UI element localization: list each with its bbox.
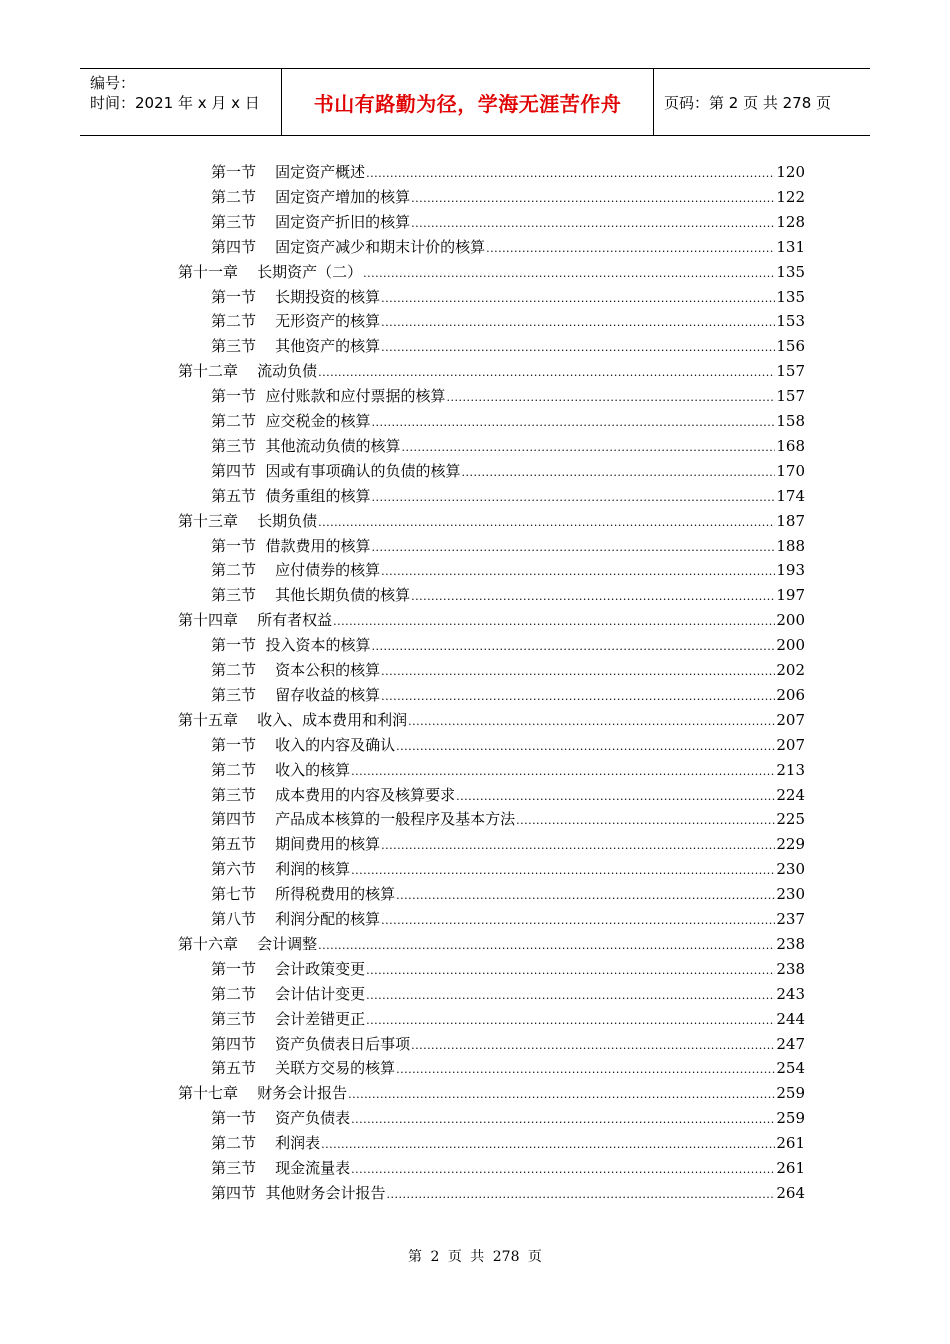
toc-entry-page: 170 <box>776 461 805 480</box>
toc-dot-leader <box>411 583 775 609</box>
toc-dot-leader <box>372 409 776 435</box>
toc-section-entry[interactable] <box>211 633 805 657</box>
toc-entry-title: 第五节 债务重组的核算 <box>211 486 371 505</box>
toc-section-entry[interactable] <box>211 409 805 433</box>
document-number-label: 编号： <box>90 74 136 92</box>
toc-entry-title: 第三节 成本费用的内容及核算要求 <box>211 785 456 804</box>
toc-entry-title: 第二节 应付债券的核算 <box>211 561 381 580</box>
toc-entry-title: 第一节 应付账款和应付票据的核算 <box>211 387 446 406</box>
toc-entry-title: 第十七章 财务会计报告 <box>178 1084 348 1103</box>
toc-section-entry[interactable] <box>211 235 805 259</box>
toc-entry-title: 第四节 产品成本核算的一般程序及基本方法 <box>211 810 516 829</box>
toc-dot-leader <box>366 160 775 186</box>
toc-section-entry[interactable] <box>211 484 805 508</box>
toc-dot-leader <box>351 857 775 883</box>
toc-section-entry[interactable] <box>211 1181 805 1205</box>
toc-entry-title: 第二节 固定资产增加的核算 <box>211 187 411 206</box>
toc-entry-title: 第八节 利润分配的核算 <box>211 910 381 928</box>
toc-dot-leader <box>381 334 775 360</box>
toc-dot-leader <box>333 608 775 634</box>
toc-dot-leader <box>381 558 775 584</box>
toc-entry-title: 第十三章 长期负债 <box>178 511 318 530</box>
toc-entry-page: 187 <box>776 511 805 530</box>
toc-entry-page: 202 <box>776 661 805 679</box>
toc-dot-leader <box>366 1007 775 1033</box>
toc-section-entry[interactable] <box>211 1007 805 1031</box>
toc-dot-leader <box>402 434 776 460</box>
toc-entry-page: 153 <box>776 312 805 331</box>
toc-section-entry[interactable] <box>211 459 805 483</box>
toc-entry-title: 第二节 资本公积的核算 <box>211 661 381 679</box>
toc-section-entry[interactable] <box>211 309 805 333</box>
toc-entry-page: 135 <box>776 262 805 281</box>
toc-entry-page: 207 <box>776 735 805 754</box>
toc-entry-title: 第三节 现金流量表 <box>211 1159 351 1177</box>
toc-entry-title: 第一节 固定资产概述 <box>211 163 366 181</box>
toc-entry-page: 131 <box>776 237 805 256</box>
toc-entry-title: 第三节 其他流动负债的核算 <box>211 436 401 455</box>
toc-entry-page: 259 <box>776 1109 805 1128</box>
toc-section-entry[interactable] <box>211 807 805 831</box>
toc-entry-page: 128 <box>776 212 805 231</box>
toc-entry-page: 156 <box>776 337 805 356</box>
toc-chapter-entry[interactable] <box>178 260 805 284</box>
toc-section-entry[interactable] <box>211 832 805 856</box>
toc-entry-page: 224 <box>776 785 805 804</box>
toc-dot-leader <box>351 1106 775 1132</box>
toc-entry-page: 261 <box>776 1159 805 1177</box>
toc-entry-title: 第五节 关联方交易的核算 <box>211 1059 396 1078</box>
toc-entry-page: 158 <box>776 412 805 430</box>
toc-entry-title: 第一节 资产负债表 <box>211 1109 351 1128</box>
toc-entry-page: 168 <box>776 436 805 455</box>
toc-dot-leader <box>387 1181 776 1207</box>
toc-section-entry[interactable] <box>211 1032 805 1056</box>
toc-entry-title: 第十一章 长期资产（二） <box>178 262 363 281</box>
toc-section-entry[interactable] <box>211 1056 805 1080</box>
toc-dot-leader <box>366 957 775 983</box>
toc-dot-leader <box>411 185 775 211</box>
toc-dot-leader <box>381 285 775 311</box>
toc-entry-title: 第二节 利润表 <box>211 1134 321 1153</box>
toc-section-entry[interactable] <box>211 384 805 408</box>
toc-entry-page: 200 <box>776 611 805 630</box>
toc-entry-page: 238 <box>776 934 805 953</box>
toc-section-entry[interactable] <box>211 434 805 458</box>
toc-dot-leader <box>348 1081 775 1107</box>
toc-section-entry[interactable] <box>211 583 805 607</box>
toc-section-entry[interactable] <box>211 558 805 582</box>
toc-dot-leader <box>366 982 775 1008</box>
toc-entry-page: 259 <box>776 1084 805 1103</box>
toc-entry-page: 244 <box>776 1009 805 1028</box>
toc-entry-page: 206 <box>776 685 805 704</box>
toc-chapter-entry[interactable] <box>178 509 805 533</box>
toc-entry-page: 230 <box>776 885 805 904</box>
toc-section-entry[interactable] <box>211 758 805 782</box>
toc-entry-title: 第一节 投入资本的核算 <box>211 636 371 655</box>
toc-dot-leader <box>372 534 776 560</box>
toc-entry-title: 第一节 会计政策变更 <box>211 959 366 978</box>
toc-entry-page: 261 <box>776 1134 805 1153</box>
toc-entry-page: 197 <box>776 586 805 605</box>
toc-entry-title: 第五节 期间费用的核算 <box>211 835 381 854</box>
toc-dot-leader <box>351 758 775 784</box>
toc-section-entry[interactable] <box>211 857 805 881</box>
toc-section-entry[interactable] <box>211 907 805 931</box>
toc-dot-leader <box>372 484 776 510</box>
toc-chapter-entry[interactable] <box>178 608 805 632</box>
document-date: 时间：2021 年 x 月 x 日 <box>90 94 260 112</box>
toc-entry-title: 第一节 收入的内容及确认 <box>211 735 396 754</box>
toc-entry-title: 第三节 其他资产的核算 <box>211 337 381 356</box>
toc-entry-title: 第四节 其他财务会计报告 <box>211 1183 386 1202</box>
toc-entry-title: 第十五章 收入、成本费用和利润 <box>178 710 408 729</box>
toc-chapter-entry[interactable] <box>178 708 805 732</box>
page-footer: 第 2 页 共 278 页 <box>408 1249 542 1265</box>
toc-dot-leader <box>381 683 775 709</box>
toc-section-entry[interactable] <box>211 957 805 981</box>
toc-dot-leader <box>486 235 775 261</box>
toc-entry-title: 第二节 收入的核算 <box>211 760 351 779</box>
toc-entry-page: 157 <box>776 362 805 381</box>
toc-dot-leader <box>408 708 775 734</box>
toc-section-entry[interactable] <box>211 882 805 906</box>
toc-chapter-entry[interactable] <box>178 359 805 383</box>
toc-dot-leader <box>321 1131 775 1157</box>
toc-dot-leader <box>318 509 775 535</box>
toc-entry-title: 第一节 长期投资的核算 <box>211 287 381 306</box>
toc-entry-page: 207 <box>776 710 805 729</box>
toc-entry-page: 254 <box>776 1059 805 1078</box>
toc-entry-page: 230 <box>776 860 805 879</box>
toc-section-entry[interactable] <box>211 334 805 358</box>
toc-dot-leader <box>396 882 775 908</box>
toc-dot-leader <box>396 733 775 759</box>
toc-dot-leader <box>447 384 776 410</box>
toc-section-entry[interactable] <box>211 285 805 309</box>
toc-entry-page: 157 <box>776 387 805 406</box>
toc-entry-page: 135 <box>776 287 805 306</box>
toc-dot-leader <box>411 1032 775 1058</box>
toc-entry-page: 247 <box>776 1034 805 1053</box>
toc-entry-page: 122 <box>776 187 805 206</box>
toc-entry-page: 174 <box>776 486 805 505</box>
toc-dot-leader <box>381 658 775 684</box>
toc-section-entry[interactable] <box>211 185 805 209</box>
toc-section-entry[interactable] <box>211 783 805 807</box>
toc-section-entry[interactable] <box>211 733 805 757</box>
toc-entry-page: 200 <box>776 636 805 655</box>
toc-entry-page: 193 <box>776 561 805 580</box>
toc-dot-leader <box>381 907 775 933</box>
header-meta <box>80 69 282 135</box>
toc-entry-title: 第一节 借款费用的核算 <box>211 536 371 555</box>
toc-entry-page: 213 <box>776 760 805 779</box>
toc-section-entry[interactable] <box>211 160 805 184</box>
toc-dot-leader <box>363 260 775 286</box>
toc-dot-leader <box>456 783 775 809</box>
page-header <box>80 68 870 136</box>
toc-entry-title: 第三节 固定资产折旧的核算 <box>211 212 411 231</box>
toc-entry-page: 264 <box>776 1183 805 1202</box>
toc-chapter-entry[interactable] <box>178 932 805 956</box>
toc-entry-page: 238 <box>776 959 805 978</box>
toc-dot-leader <box>396 1056 775 1082</box>
toc-entry-page: 237 <box>776 910 805 928</box>
toc-dot-leader <box>381 832 775 858</box>
toc-dot-leader <box>318 359 775 385</box>
toc-section-entry[interactable] <box>211 210 805 234</box>
toc-entry-title: 第四节 资产负债表日后事项 <box>211 1034 411 1053</box>
toc-section-entry[interactable] <box>211 1106 805 1130</box>
toc-entry-title: 第二节 应交税金的核算 <box>211 412 371 430</box>
toc-section-entry[interactable] <box>211 658 805 682</box>
toc-entry-page: 120 <box>776 163 805 181</box>
toc-dot-leader <box>381 309 775 335</box>
toc-section-entry[interactable] <box>211 534 805 558</box>
toc-entry-title: 第三节 其他长期负债的核算 <box>211 586 411 605</box>
toc-section-entry[interactable] <box>211 1156 805 1180</box>
header-page-info: 页码：第 2 页 共 278 页 <box>664 93 832 112</box>
toc-chapter-entry[interactable] <box>178 1081 805 1105</box>
toc-entry-title: 第三节 留存收益的核算 <box>211 685 381 704</box>
toc-dot-leader <box>318 932 775 958</box>
toc-entry-title: 第十六章 会计调整 <box>178 934 318 953</box>
toc-dot-leader <box>372 633 776 659</box>
toc-entry-title: 第四节 因或有事项确认的负债的核算 <box>211 461 461 480</box>
toc-dot-leader <box>462 459 776 485</box>
toc-section-entry[interactable] <box>211 683 805 707</box>
toc-dot-leader <box>516 807 775 833</box>
toc-entry-page: 225 <box>776 810 805 829</box>
toc-dot-leader <box>411 210 775 236</box>
toc-entry-page: 188 <box>776 536 805 555</box>
toc-entry-title: 第二节 无形资产的核算 <box>211 312 381 331</box>
toc-entry-title: 第六节 利润的核算 <box>211 860 351 879</box>
toc-entry-title: 第十二章 流动负债 <box>178 362 318 381</box>
toc-entry-page: 243 <box>776 984 805 1003</box>
toc-section-entry[interactable] <box>211 982 805 1006</box>
toc-entry-title: 第七节 所得税费用的核算 <box>211 885 396 904</box>
toc-entry-title: 第三节 会计差错更正 <box>211 1009 366 1028</box>
toc-dot-leader <box>351 1156 775 1182</box>
toc-entry-title: 第十四章 所有者权益 <box>178 611 333 630</box>
toc-entry-page: 229 <box>776 835 805 854</box>
toc-entry-title: 第二节 会计估计变更 <box>211 984 366 1003</box>
toc-section-entry[interactable] <box>211 1131 805 1155</box>
header-motto: 书山有路勤为径，学海无涯苦作舟 <box>282 69 654 135</box>
toc-entry-title: 第四节 固定资产减少和期末计价的核算 <box>211 237 486 256</box>
